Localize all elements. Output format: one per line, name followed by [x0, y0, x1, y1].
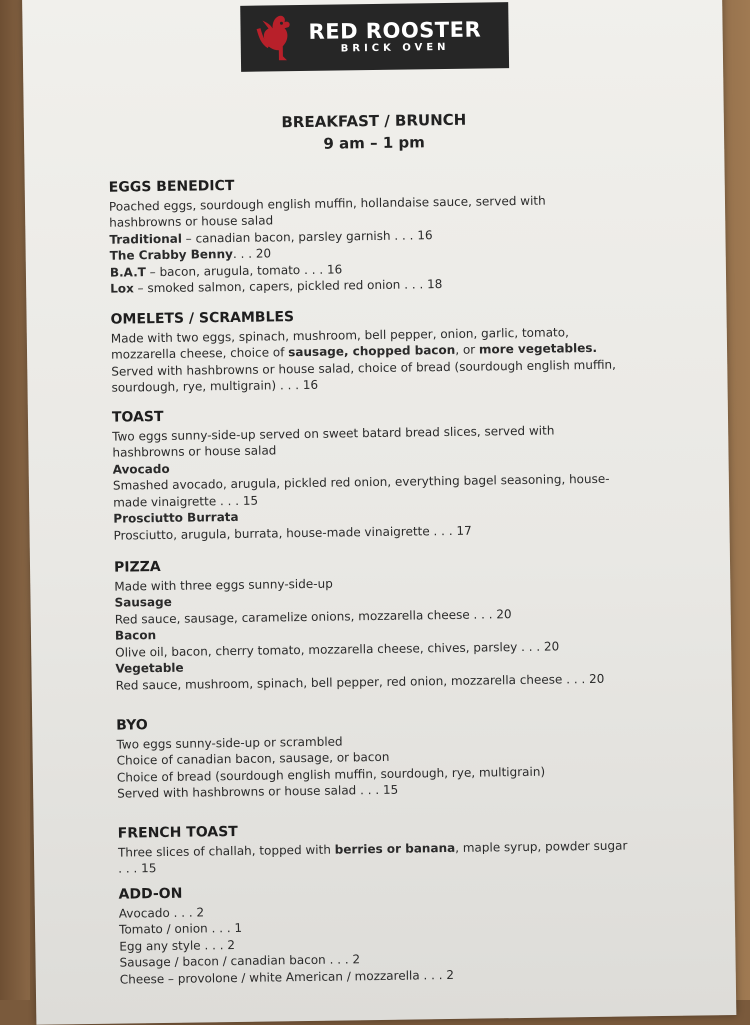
- section-title: PIZZA: [113, 559, 161, 576]
- byo-line: Choice of canadian bacon, sausage, or bacon: [116, 749, 390, 768]
- item-desc: – bacon, arugula, tomato . . . 16: [145, 261, 343, 279]
- restaurant-logo: [240, 2, 509, 72]
- section-title: EGGS BENEDICT: [108, 177, 235, 196]
- menu-sheet: [22, 0, 736, 1025]
- item-desc: Prosciutto, arugula, burrata, house-made vinaigrette . . . 17: [113, 523, 472, 543]
- item-name: Avocado: [112, 461, 170, 477]
- addon-line: Egg any style . . . 2: [119, 937, 236, 954]
- item-name: Traditional: [109, 231, 182, 247]
- item-desc: Red sauce, sausage, caramelize onions, mozzarella cheese . . . 20: [114, 606, 512, 627]
- byo-line: Two eggs sunny-side-up or scrambled: [116, 733, 343, 752]
- item-desc: [118, 837, 628, 877]
- logo-name: RED ROOSTER: [308, 17, 482, 44]
- desc-text: , maple syrup, powder sugar . . . 15: [118, 838, 628, 876]
- item-name: Prosciutto Burrata: [113, 509, 239, 526]
- item-name: Lox: [110, 281, 134, 296]
- section-title: OMELETS / SCRAMBLES: [110, 309, 295, 328]
- section-toast: [112, 403, 624, 544]
- intro-sep: , or: [455, 342, 480, 357]
- section-pizza: [114, 553, 626, 694]
- section-add-on: [118, 880, 629, 988]
- logo-wordmark: [308, 17, 481, 55]
- section-title: ADD-ON: [118, 885, 183, 903]
- item-name: The Crabby Benny: [109, 246, 234, 263]
- section-title: TOAST: [111, 408, 164, 426]
- desc-text: Three slices of challah, topped with: [117, 842, 335, 860]
- section-french-toast: [118, 819, 629, 878]
- section-intro: Two eggs sunny-side-up served on sweet batard bread slices, served with hashbrowns or house salad: [112, 422, 555, 460]
- item-name: Vegetable: [115, 660, 184, 676]
- option-highlight: sausage, chopped bacon: [288, 342, 456, 360]
- option-highlight: berries or banana: [334, 840, 456, 857]
- option-highlight: more vegetables.: [478, 340, 598, 357]
- addon-line: Sausage / bacon / canadian bacon . . . 2: [119, 952, 361, 970]
- logo-subtitle: BRICK OVEN: [340, 41, 450, 55]
- section-intro: Poached eggs, sourdough english muffin, hollandaise sauce, served with hashbrowns or house salad: [108, 193, 546, 230]
- section-title: FRENCH TOAST: [117, 823, 238, 842]
- section-title: BYO: [116, 717, 148, 734]
- section-intro: Made with three eggs sunny-side-up: [114, 576, 333, 594]
- menu-title: BREAKFAST / BRUNCH: [281, 110, 467, 132]
- menu-header: [24, 107, 724, 157]
- item-desc: – smoked salmon, capers, pickled red onion . . . 18: [133, 277, 443, 296]
- section-eggs-benedict: [109, 173, 621, 298]
- addon-line: Avocado . . . 2: [118, 904, 205, 921]
- addon-line: Cheese – provolone / white American / mozzarella . . . 2: [119, 967, 455, 987]
- byo-line: Served with hashbrowns or house salad . . . 15: [117, 782, 399, 801]
- section-details: Served with hashbrowns or house salad, choice of bread (sourdough english muffin, sourdough, rye, multigrain) . . . 16: [111, 357, 617, 395]
- item-desc: Smashed avocado, arugula, pickled red onion, everything bagel seasoning, house-made vinaigrette . . . 15: [112, 471, 610, 510]
- addon-line: Tomato / onion . . . 1: [118, 920, 243, 937]
- item-name: B.A.T: [109, 264, 146, 280]
- rooster-icon: [248, 10, 305, 67]
- item-desc: Red sauce, mushroom, spinach, bell pepper, red onion, mozzarella cheese . . . 20: [115, 671, 605, 693]
- item-name: Sausage: [114, 594, 172, 610]
- item-desc: Olive oil, bacon, cherry tomato, mozzarella cheese, chives, parsley . . . 20: [115, 638, 560, 660]
- item-name: Bacon: [114, 628, 157, 643]
- section-omelets: [110, 305, 621, 397]
- byo-line: Choice of bread (sourdough english muffin, sourdough, rye, multigrain): [116, 764, 546, 785]
- item-desc: . . . 20: [232, 246, 272, 261]
- item-desc: – canadian bacon, parsley garnish . . . 16: [181, 227, 433, 246]
- section-byo: [116, 711, 627, 803]
- menu-hours: 9 am – 1 pm: [323, 133, 425, 153]
- intro-text: Made with two eggs, spinach, mushroom, bell pepper, onion, garlic, tomato, mozzarella cheese, choice of: [110, 324, 569, 362]
